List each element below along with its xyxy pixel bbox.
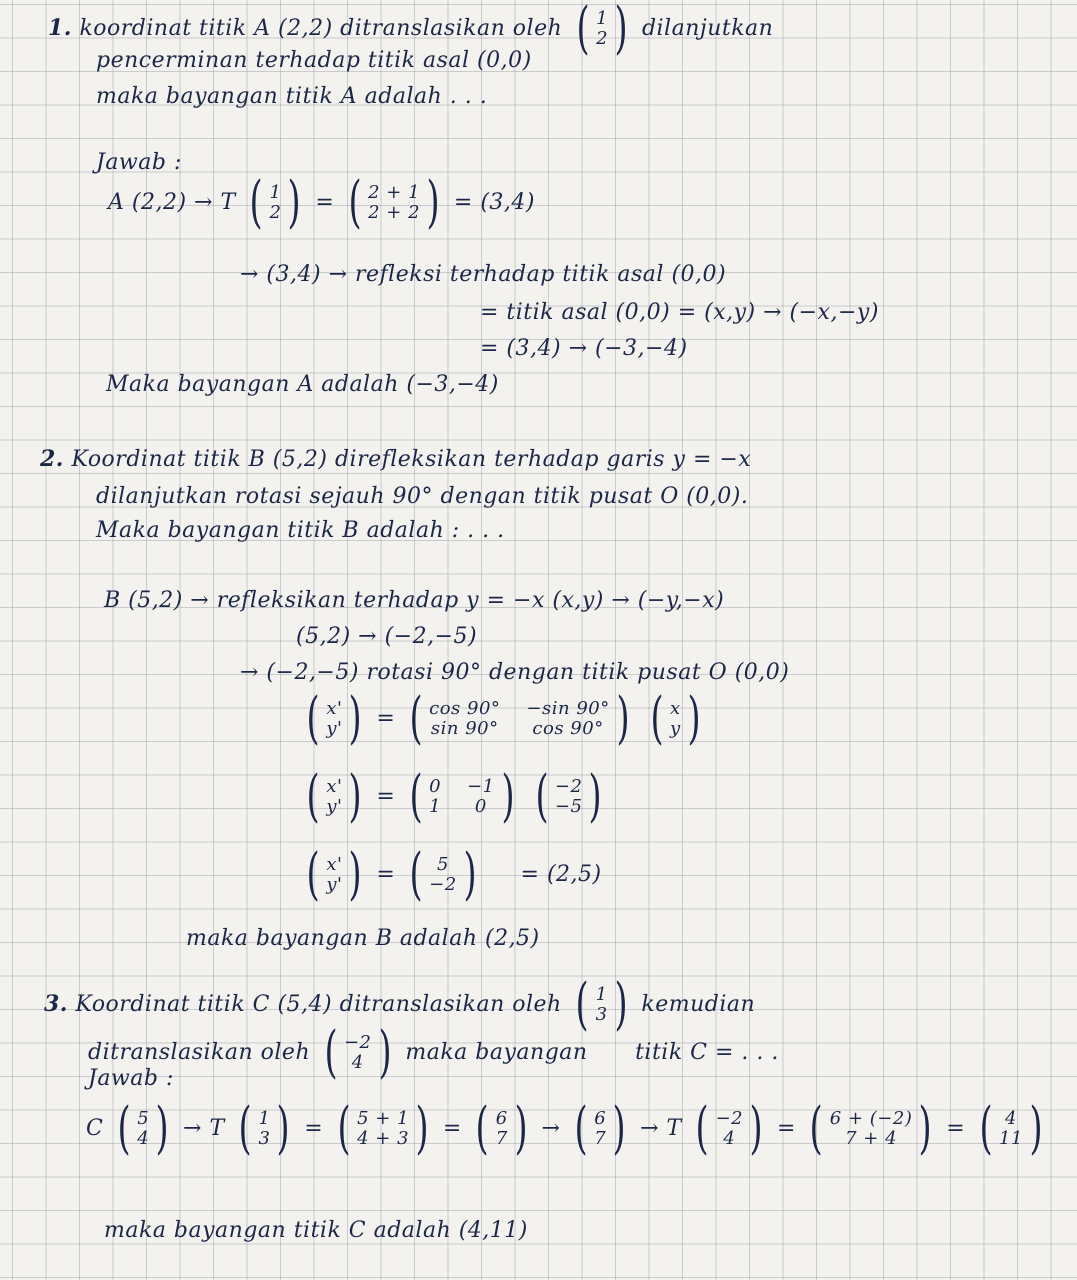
problem-3-jawab: Jawab : <box>88 1066 174 1091</box>
problem-1-line-3: maka bayangan titik A adalah . . . <box>96 84 488 109</box>
problem-2-line-1 <box>40 446 751 472</box>
matrix-cell: −1 <box>467 775 495 797</box>
step-result: = (3,4) <box>453 190 535 216</box>
problem-1-step-2: → (3,4) → refleksi terhadap titik asal (0,0) <box>240 262 727 287</box>
problem-1-jawab: Jawab : <box>96 150 182 175</box>
equals-sign: = <box>315 190 335 216</box>
matrix-cell: 7 + 4 <box>845 1128 898 1150</box>
matrix-C: ( 5 4 ) <box>117 1096 170 1161</box>
matrix-translation-1: ( 1 3 ) <box>575 972 628 1037</box>
problem-2-matrix-eq-3 <box>300 842 602 907</box>
matrix-cell: y' <box>326 796 343 818</box>
matrix-cell: 4 <box>723 1128 736 1150</box>
matrix-cell: sin 90° <box>430 718 499 740</box>
matrix-cell: x' <box>326 697 343 719</box>
matrix-cell: −2 <box>554 775 583 797</box>
problem-2-step-1: B (5,2) → refleksikan terhadap y = −x (x,y) → (−y,−x) <box>104 588 725 613</box>
equals-sign: = <box>376 706 396 732</box>
matrix-cell: cos 90° <box>532 718 604 740</box>
matrix-result-2: ( 4 11 ) <box>979 1096 1043 1161</box>
arrow-T: → T <box>640 1116 682 1142</box>
problem-1-step-1 <box>108 170 535 235</box>
rotation-matrix-values: ( 0 −1 1 0 ) <box>409 764 515 829</box>
matrix-cell: 2 + 2 <box>368 202 421 224</box>
matrix-sum-2: ( 6 + (−2) 7 + 4 ) <box>809 1096 933 1161</box>
matrix-cell: y' <box>326 718 343 740</box>
arrow: → <box>541 1116 561 1142</box>
matrix-T2: ( −2 4 ) <box>695 1096 764 1161</box>
matrix-prime: ( x' y' ) <box>306 686 363 751</box>
matrix-cell: 5 + 1 <box>357 1107 410 1129</box>
rotation-matrix: ( cos 90° −sin 90° sin 90° cos 90° ) <box>409 686 630 751</box>
matrix-cell: 0 <box>474 796 487 818</box>
problem-3-question-part-e: titik C = . . . <box>635 1040 779 1066</box>
problem-2-line-2: dilanjutkan rotasi sejauh 90° dengan titik pusat O (0,0). <box>96 484 749 509</box>
matrix-cell: 1 <box>596 7 609 29</box>
matrix-cell: 2 <box>596 28 609 50</box>
matrix-cell: 4 <box>137 1128 150 1150</box>
matrix-result: ( 5 −2 ) <box>409 842 477 907</box>
equals-sign: = <box>304 1116 324 1142</box>
matrix-xy: ( x y ) <box>650 686 701 751</box>
equals-sign: = <box>776 1116 796 1142</box>
problem-2-question-part-a: Koordinat titik B (5,2) direfleksikan terhadap garis y = −x <box>71 447 752 472</box>
problem-3-question-part-a: Koordinat titik C (5,4) ditranslasikan oleh <box>75 992 562 1018</box>
problem-3-step-1 <box>86 1096 1049 1161</box>
matrix-translation-2: ( −2 4 ) <box>324 1020 392 1085</box>
problem-3-question-part-c: ditranslasikan oleh <box>88 1040 311 1066</box>
matrix-translation-1: ( 1 2 ) <box>576 0 628 61</box>
matrix-result-1-copy: ( 6 7 ) <box>574 1096 627 1161</box>
problem-2-step-3: → (−2,−5) rotasi 90° dengan titik pusat O (0,0) <box>240 660 790 685</box>
matrix-cell: 5 <box>436 853 449 875</box>
matrix-prime: ( x' y' ) <box>306 764 363 829</box>
matrix-cell: −2 <box>343 1031 372 1053</box>
matrix-cell: 4 + 3 <box>357 1128 410 1150</box>
point-label: C <box>86 1116 104 1142</box>
matrix-point: ( −2 −5 ) <box>534 764 603 829</box>
matrix-cell: 1 <box>269 181 282 203</box>
matrix-cell: 7 <box>495 1128 508 1150</box>
matrix-cell: y' <box>326 874 343 896</box>
matrix-cell: 4 <box>1004 1107 1017 1129</box>
problem-3-line-1 <box>44 972 756 1037</box>
problem-2-matrix-eq-2 <box>300 764 609 829</box>
matrix-cell: 2 <box>269 202 282 224</box>
problem-2-number: 2. <box>40 446 64 472</box>
problem-1-step-3: = titik asal (0,0) = (x,y) → (−x,−y) <box>480 300 879 325</box>
matrix-cell: x <box>669 697 681 719</box>
matrix-T: ( 1 2 ) <box>249 170 302 235</box>
matrix-cell: 1 <box>595 983 608 1005</box>
equals-sign: = <box>376 862 396 888</box>
matrix-cell: 6 + (−2) <box>829 1107 913 1129</box>
matrix-cell: 5 <box>137 1107 150 1129</box>
matrix-prime: ( x' y' ) <box>306 842 363 907</box>
problem-3-answer: maka bayangan titik C adalah (4,11) <box>104 1218 528 1243</box>
matrix-cell: −2 <box>715 1107 744 1129</box>
problem-3-question-part-b: kemudian <box>641 992 756 1018</box>
matrix-sum: ( 2 + 1 2 + 2 ) <box>348 170 440 235</box>
arrow-T: → T <box>183 1116 225 1142</box>
problem-1-line-2: pencerminan terhadap titik asal (0,0) <box>96 48 532 73</box>
problem-1-number: 1. <box>48 15 72 42</box>
matrix-cell: 6 <box>495 1107 508 1129</box>
problem-2-matrix-eq-1 <box>300 686 707 751</box>
equals-sign: = <box>442 1116 462 1142</box>
matrix-cell: 2 + 1 <box>368 181 421 203</box>
matrix-cell: 1 <box>429 796 442 818</box>
matrix-cell: 6 <box>594 1107 607 1129</box>
matrix-cell: 3 <box>595 1004 608 1026</box>
matrix-result-1: ( 6 7 ) <box>475 1096 528 1161</box>
equals-sign: = <box>376 784 396 810</box>
matrix-cell: 7 <box>594 1128 607 1150</box>
problem-1-question-part-a: koordinat titik A (2,2) ditranslasikan oleh <box>79 16 563 42</box>
matrix-cell: x' <box>326 853 343 875</box>
problem-3-question-part-d: maka bayangan <box>405 1040 588 1066</box>
matrix-T1: ( 1 3 ) <box>238 1096 291 1161</box>
matrix-cell: cos 90° <box>429 697 501 719</box>
problem-2-line-3: Maka bayangan titik B adalah : . . . <box>96 518 505 543</box>
problem-3-number: 3. <box>44 991 68 1018</box>
matrix-cell: −sin 90° <box>526 697 610 719</box>
matrix-sum-1: ( 5 + 1 4 + 3 ) <box>337 1096 429 1161</box>
step-text: A (2,2) → T <box>108 190 236 216</box>
matrix-cell: x' <box>326 775 343 797</box>
matrix-cell: 11 <box>999 1128 1023 1150</box>
problem-2-step-2: (5,2) → (−2,−5) <box>296 624 478 649</box>
problem-1-question-part-b: dilanjutkan <box>641 16 774 42</box>
problem-1-step-4: = (3,4) → (−3,−4) <box>480 336 688 361</box>
equals-sign: = <box>946 1116 966 1142</box>
matrix-cell: −2 <box>429 874 457 896</box>
matrix-cell: −5 <box>554 796 583 818</box>
matrix-cell: y <box>669 718 681 740</box>
matrix-cell: 1 <box>258 1107 271 1129</box>
matrix-cell: 4 <box>351 1052 364 1074</box>
matrix-cell: 3 <box>258 1128 271 1150</box>
step-result: = (2,5) <box>520 862 602 888</box>
matrix-cell: 0 <box>429 775 442 797</box>
problem-1-answer: Maka bayangan A adalah (−3,−4) <box>106 372 499 397</box>
problem-2-answer: maka bayangan B adalah (2,5) <box>186 926 540 951</box>
